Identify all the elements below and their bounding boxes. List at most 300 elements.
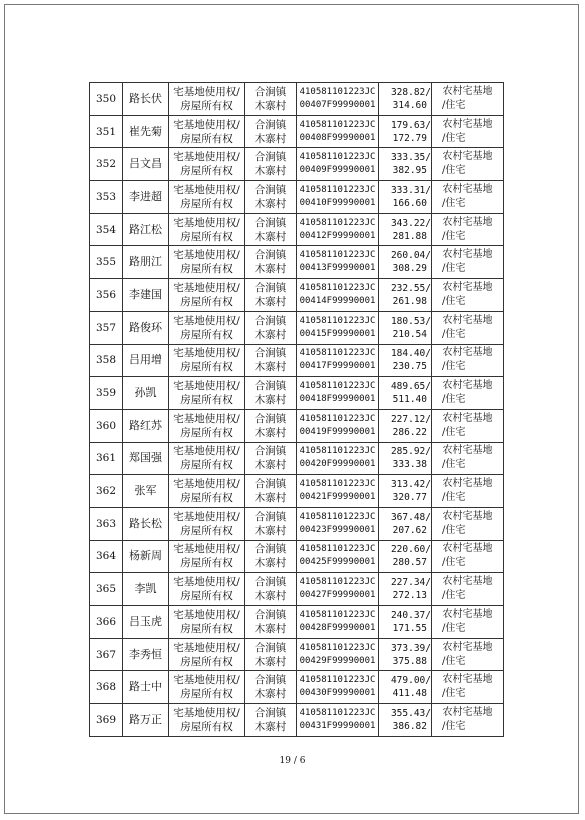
parcel-code-line: 410581101223JC: [299, 609, 376, 620]
parcel-code-line: 00409F99990001: [299, 165, 376, 176]
area-line: 171.55: [392, 622, 427, 634]
land-use-cell: [432, 213, 504, 246]
parcel-code-line: 00410F99990001: [299, 197, 376, 208]
right-type-line: 房屋所有权: [180, 492, 233, 505]
table-row: [90, 507, 504, 540]
land-use-line: /住宅: [442, 459, 466, 471]
area-line: 281.88: [392, 230, 427, 242]
right-type-line: 房屋所有权: [180, 590, 233, 603]
table-row: [90, 573, 504, 606]
area-line: 479.00/: [390, 675, 431, 687]
land-use-line: 农村宅基地: [442, 151, 493, 163]
row-number-cell: 366: [90, 606, 123, 639]
parcel-code-line: 410581101223JC: [299, 86, 376, 97]
parcel-code-line: 410581101223JC: [299, 348, 376, 359]
land-use-cell: [432, 606, 504, 639]
right-type-cell: [169, 148, 245, 181]
right-type-line: 房屋所有权: [180, 132, 233, 145]
area-cell: [379, 704, 432, 737]
land-use-cell: [432, 409, 504, 442]
location-line: 合涧镇: [254, 706, 287, 719]
parcel-code-cell: [297, 181, 379, 214]
area-line: 210.54: [392, 328, 427, 340]
location-line: 木寨村: [254, 688, 287, 701]
land-use-line: 农村宅基地: [442, 85, 493, 97]
location-cell: [245, 148, 297, 181]
table-row: [90, 409, 504, 442]
land-use-line: /住宅: [442, 720, 466, 732]
right-type-line: 宅基地使用权/: [173, 216, 240, 229]
owner-name-cell: 路俊环: [123, 311, 169, 344]
location-cell: [245, 704, 297, 737]
land-use-line: /住宅: [442, 165, 466, 177]
location-line: 木寨村: [254, 197, 287, 210]
land-use-line: /住宅: [442, 655, 466, 667]
owner-name-cell: 吕玉虎: [123, 606, 169, 639]
registration-table: [89, 82, 504, 737]
location-line: 合涧镇: [254, 347, 287, 360]
table-row: [90, 377, 504, 410]
row-number-cell: 352: [90, 148, 123, 181]
location-cell: [245, 507, 297, 540]
right-type-cell: [169, 442, 245, 475]
right-type-line: 房屋所有权: [180, 197, 233, 210]
right-type-line: 宅基地使用权/: [173, 478, 240, 491]
right-type-cell: [169, 573, 245, 606]
location-line: 合涧镇: [254, 543, 287, 556]
location-cell: [245, 573, 297, 606]
owner-name-cell: 路长松: [123, 507, 169, 540]
land-use-cell: [432, 279, 504, 312]
location-line: 合涧镇: [254, 641, 287, 654]
right-type-line: 房屋所有权: [180, 165, 233, 178]
location-line: 合涧镇: [254, 478, 287, 491]
location-line: 合涧镇: [254, 281, 287, 294]
area-cell: [379, 344, 432, 377]
area-line: 320.77: [392, 492, 427, 504]
parcel-code-cell: [297, 442, 379, 475]
location-line: 木寨村: [254, 720, 287, 733]
land-use-line: /住宅: [442, 295, 466, 307]
location-line: 合涧镇: [254, 118, 287, 131]
right-type-line: 房屋所有权: [180, 622, 233, 635]
land-use-line: 农村宅基地: [442, 543, 493, 555]
location-line: 合涧镇: [254, 412, 287, 425]
location-line: 木寨村: [254, 295, 287, 308]
parcel-code-line: 00420F99990001: [299, 459, 376, 470]
area-line: 232.55/: [390, 282, 431, 294]
right-type-cell: [169, 606, 245, 639]
right-type-cell: [169, 213, 245, 246]
land-use-line: /住宅: [442, 394, 466, 406]
land-use-cell: [432, 115, 504, 148]
parcel-code-line: 410581101223JC: [299, 282, 376, 293]
right-type-line: 宅基地使用权/: [173, 412, 240, 425]
land-use-line: 农村宅基地: [442, 412, 493, 424]
row-number-cell: 360: [90, 409, 123, 442]
location-cell: [245, 409, 297, 442]
row-number-cell: 367: [90, 638, 123, 671]
table-row: [90, 311, 504, 344]
right-type-line: 房屋所有权: [180, 361, 233, 374]
right-type-line: 宅基地使用权/: [173, 249, 240, 262]
parcel-code-cell: [297, 148, 379, 181]
land-use-line: 农村宅基地: [442, 249, 493, 261]
land-use-cell: [432, 638, 504, 671]
area-line: 260.04/: [390, 250, 431, 262]
parcel-code-cell: [297, 83, 379, 116]
area-line: 355.43/: [390, 707, 431, 719]
location-cell: [245, 377, 297, 410]
location-line: 木寨村: [254, 622, 287, 635]
parcel-code-cell: [297, 606, 379, 639]
right-type-line: 房屋所有权: [180, 655, 233, 668]
location-line: 合涧镇: [254, 216, 287, 229]
right-type-cell: [169, 540, 245, 573]
area-line: 386.82: [392, 720, 427, 732]
parcel-code-cell: [297, 115, 379, 148]
location-cell: [245, 181, 297, 214]
area-line: 373.39/: [390, 642, 431, 654]
area-line: 166.60: [392, 197, 427, 209]
parcel-code-line: 410581101223JC: [299, 184, 376, 195]
owner-name-cell: 李秀恒: [123, 638, 169, 671]
table-row: [90, 638, 504, 671]
land-use-cell: [432, 475, 504, 508]
right-type-cell: [169, 181, 245, 214]
location-line: 木寨村: [254, 394, 287, 407]
location-cell: [245, 115, 297, 148]
location-cell: [245, 442, 297, 475]
land-use-line: /住宅: [442, 426, 466, 438]
area-cell: [379, 83, 432, 116]
parcel-code-cell: [297, 311, 379, 344]
row-number-cell: 353: [90, 181, 123, 214]
land-use-line: /住宅: [442, 230, 466, 242]
owner-name-cell: 李凯: [123, 573, 169, 606]
parcel-code-line: 410581101223JC: [299, 544, 376, 555]
row-number-cell: 355: [90, 246, 123, 279]
parcel-code-line: 410581101223JC: [299, 315, 376, 326]
parcel-code-line: 00415F99990001: [299, 328, 376, 339]
land-use-cell: [432, 311, 504, 344]
land-use-line: 农村宅基地: [442, 706, 493, 718]
parcel-code-line: 410581101223JC: [299, 707, 376, 718]
page-number: 19 / 6: [279, 756, 306, 766]
location-line: 木寨村: [254, 524, 287, 537]
owner-name-cell: 路长伏: [123, 83, 169, 116]
land-use-cell: [432, 377, 504, 410]
owner-name-cell: 张军: [123, 475, 169, 508]
right-type-line: 宅基地使用权/: [173, 576, 240, 589]
land-use-cell: [432, 507, 504, 540]
right-type-cell: [169, 83, 245, 116]
right-type-line: 房屋所有权: [180, 99, 233, 112]
land-use-cell: [432, 83, 504, 116]
right-type-line: 房屋所有权: [180, 394, 233, 407]
area-line: 227.34/: [390, 577, 431, 589]
right-type-line: 宅基地使用权/: [173, 380, 240, 393]
right-type-line: 宅基地使用权/: [173, 118, 240, 131]
right-type-cell: [169, 279, 245, 312]
right-type-cell: [169, 671, 245, 704]
area-line: 308.29: [392, 263, 427, 275]
right-type-cell: [169, 507, 245, 540]
location-line: 合涧镇: [254, 151, 287, 164]
table-row: [90, 83, 504, 116]
area-cell: [379, 671, 432, 704]
owner-name-cell: 孙凯: [123, 377, 169, 410]
area-line: 227.12/: [390, 413, 431, 425]
area-line: 286.22: [392, 426, 427, 438]
owner-name-cell: 路士中: [123, 671, 169, 704]
parcel-code-cell: [297, 573, 379, 606]
owner-name-cell: 路江松: [123, 213, 169, 246]
location-cell: [245, 606, 297, 639]
right-type-cell: [169, 638, 245, 671]
location-cell: [245, 671, 297, 704]
location-line: 木寨村: [254, 426, 287, 439]
location-line: 木寨村: [254, 459, 287, 472]
right-type-line: 房屋所有权: [180, 328, 233, 341]
location-line: 合涧镇: [254, 380, 287, 393]
parcel-code-cell: [297, 475, 379, 508]
table-row: [90, 704, 504, 737]
location-line: 木寨村: [254, 655, 287, 668]
owner-name-cell: 吕文昌: [123, 148, 169, 181]
location-cell: [245, 344, 297, 377]
land-use-line: 农村宅基地: [442, 118, 493, 130]
area-line: 207.62: [392, 524, 427, 536]
row-number-cell: 365: [90, 573, 123, 606]
area-cell: [379, 475, 432, 508]
area-line: 184.40/: [390, 348, 431, 360]
row-number-cell: 356: [90, 279, 123, 312]
area-line: 343.22/: [390, 217, 431, 229]
land-use-line: 农村宅基地: [442, 216, 493, 228]
owner-name-cell: 李建国: [123, 279, 169, 312]
area-line: 367.48/: [390, 511, 431, 523]
area-line: 333.38: [392, 459, 427, 471]
land-use-cell: [432, 344, 504, 377]
land-use-cell: [432, 671, 504, 704]
location-line: 合涧镇: [254, 314, 287, 327]
land-use-line: /住宅: [442, 524, 466, 536]
parcel-code-cell: [297, 279, 379, 312]
parcel-code-cell: [297, 671, 379, 704]
location-line: 合涧镇: [254, 249, 287, 262]
area-cell: [379, 638, 432, 671]
right-type-line: 宅基地使用权/: [173, 510, 240, 523]
area-line: 375.88: [392, 655, 427, 667]
land-use-line: /住宅: [442, 492, 466, 504]
right-type-line: 房屋所有权: [180, 263, 233, 276]
land-use-line: /住宅: [442, 263, 466, 275]
parcel-code-line: 410581101223JC: [299, 642, 376, 653]
parcel-code-cell: [297, 540, 379, 573]
parcel-code-line: 00417F99990001: [299, 361, 376, 372]
location-cell: [245, 540, 297, 573]
row-number-cell: 361: [90, 442, 123, 475]
location-cell: [245, 83, 297, 116]
location-line: 木寨村: [254, 590, 287, 603]
area-cell: [379, 573, 432, 606]
area-line: 285.92/: [390, 446, 431, 458]
owner-name-cell: 李进超: [123, 181, 169, 214]
row-number-cell: 351: [90, 115, 123, 148]
parcel-code-line: 00427F99990001: [299, 590, 376, 601]
right-type-line: 宅基地使用权/: [173, 347, 240, 360]
right-type-line: 房屋所有权: [180, 720, 233, 733]
area-line: 411.48: [392, 688, 427, 700]
table-row: [90, 115, 504, 148]
location-line: 合涧镇: [254, 510, 287, 523]
right-type-line: 宅基地使用权/: [173, 281, 240, 294]
location-line: 木寨村: [254, 328, 287, 341]
area-cell: [379, 409, 432, 442]
area-cell: [379, 246, 432, 279]
land-use-line: 农村宅基地: [442, 510, 493, 522]
area-line: 179.63/: [390, 119, 431, 131]
parcel-code-line: 00414F99990001: [299, 295, 376, 306]
parcel-code-line: 410581101223JC: [299, 446, 376, 457]
location-cell: [245, 213, 297, 246]
owner-name-cell: 吕用增: [123, 344, 169, 377]
land-use-line: /住宅: [442, 132, 466, 144]
right-type-line: 宅基地使用权/: [173, 641, 240, 654]
table-row: [90, 181, 504, 214]
parcel-code-cell: [297, 704, 379, 737]
owner-name-cell: 郑国强: [123, 442, 169, 475]
land-use-line: /住宅: [442, 557, 466, 569]
row-number-cell: 364: [90, 540, 123, 573]
parcel-code-line: 00418F99990001: [299, 394, 376, 405]
location-line: 合涧镇: [254, 576, 287, 589]
location-cell: [245, 279, 297, 312]
owner-name-cell: 杨新周: [123, 540, 169, 573]
land-use-line: 农村宅基地: [442, 641, 493, 653]
location-line: 木寨村: [254, 230, 287, 243]
right-type-line: 房屋所有权: [180, 557, 233, 570]
parcel-code-line: 00407F99990001: [299, 99, 376, 110]
parcel-code-line: 00430F99990001: [299, 688, 376, 699]
land-use-cell: [432, 573, 504, 606]
right-type-cell: [169, 704, 245, 737]
location-line: 木寨村: [254, 263, 287, 276]
parcel-code-line: 00408F99990001: [299, 132, 376, 143]
row-number-cell: 363: [90, 507, 123, 540]
table-row: [90, 671, 504, 704]
table-row: [90, 475, 504, 508]
area-cell: [379, 442, 432, 475]
right-type-cell: [169, 344, 245, 377]
location-line: 合涧镇: [254, 85, 287, 98]
land-use-line: 农村宅基地: [442, 380, 493, 392]
location-line: 木寨村: [254, 557, 287, 570]
parcel-code-line: 410581101223JC: [299, 577, 376, 588]
parcel-code-line: 00421F99990001: [299, 492, 376, 503]
land-use-cell: [432, 246, 504, 279]
parcel-code-line: 410581101223JC: [299, 250, 376, 261]
owner-name-cell: 路朋江: [123, 246, 169, 279]
area-line: 261.98: [392, 295, 427, 307]
parcel-code-cell: [297, 638, 379, 671]
land-use-line: 农村宅基地: [442, 347, 493, 359]
parcel-code-cell: [297, 377, 379, 410]
land-use-line: /住宅: [442, 590, 466, 602]
area-cell: [379, 279, 432, 312]
parcel-code-line: 410581101223JC: [299, 413, 376, 424]
location-cell: [245, 246, 297, 279]
land-use-line: /住宅: [442, 99, 466, 111]
parcel-code-line: 00429F99990001: [299, 655, 376, 666]
land-use-cell: [432, 442, 504, 475]
area-line: 240.37/: [390, 609, 431, 621]
right-type-line: 房屋所有权: [180, 426, 233, 439]
table-row: [90, 279, 504, 312]
parcel-code-line: 00419F99990001: [299, 426, 376, 437]
area-cell: [379, 377, 432, 410]
location-line: 木寨村: [254, 492, 287, 505]
parcel-code-line: 00423F99990001: [299, 524, 376, 535]
parcel-code-cell: [297, 344, 379, 377]
row-number-cell: 354: [90, 213, 123, 246]
area-line: 511.40: [392, 394, 427, 406]
right-type-line: 房屋所有权: [180, 688, 233, 701]
location-cell: [245, 638, 297, 671]
parcel-code-line: 410581101223JC: [299, 152, 376, 163]
location-line: 合涧镇: [254, 445, 287, 458]
right-type-line: 宅基地使用权/: [173, 314, 240, 327]
row-number-cell: 350: [90, 83, 123, 116]
parcel-code-line: 00428F99990001: [299, 622, 376, 633]
owner-name-cell: 路万正: [123, 704, 169, 737]
right-type-line: 房屋所有权: [180, 524, 233, 537]
land-use-line: 农村宅基地: [442, 608, 493, 620]
parcel-code-line: 00413F99990001: [299, 263, 376, 274]
parcel-code-cell: [297, 213, 379, 246]
row-number-cell: 369: [90, 704, 123, 737]
land-use-line: /住宅: [442, 622, 466, 634]
parcel-code-line: 410581101223JC: [299, 511, 376, 522]
area-line: 328.82/: [390, 86, 431, 98]
parcel-code-line: 410581101223JC: [299, 381, 376, 392]
right-type-line: 宅基地使用权/: [173, 445, 240, 458]
area-line: 180.53/: [390, 315, 431, 327]
location-line: 木寨村: [254, 361, 287, 374]
area-line: 280.57: [392, 557, 427, 569]
parcel-code-cell: [297, 409, 379, 442]
owner-name-cell: 崔先菊: [123, 115, 169, 148]
location-line: 木寨村: [254, 165, 287, 178]
parcel-code-line: 410581101223JC: [299, 217, 376, 228]
row-number-cell: 362: [90, 475, 123, 508]
area-cell: [379, 606, 432, 639]
parcel-code-cell: [297, 246, 379, 279]
area-line: 230.75: [392, 361, 427, 373]
land-use-cell: [432, 148, 504, 181]
area-line: 333.35/: [390, 152, 431, 164]
land-use-line: /住宅: [442, 328, 466, 340]
table-row: [90, 540, 504, 573]
area-cell: [379, 311, 432, 344]
area-line: 382.95: [392, 165, 427, 177]
land-use-line: 农村宅基地: [442, 183, 493, 195]
area-line: 314.60: [392, 99, 427, 111]
parcel-code-line: 410581101223JC: [299, 119, 376, 130]
location-cell: [245, 311, 297, 344]
parcel-code-line: 410581101223JC: [299, 675, 376, 686]
